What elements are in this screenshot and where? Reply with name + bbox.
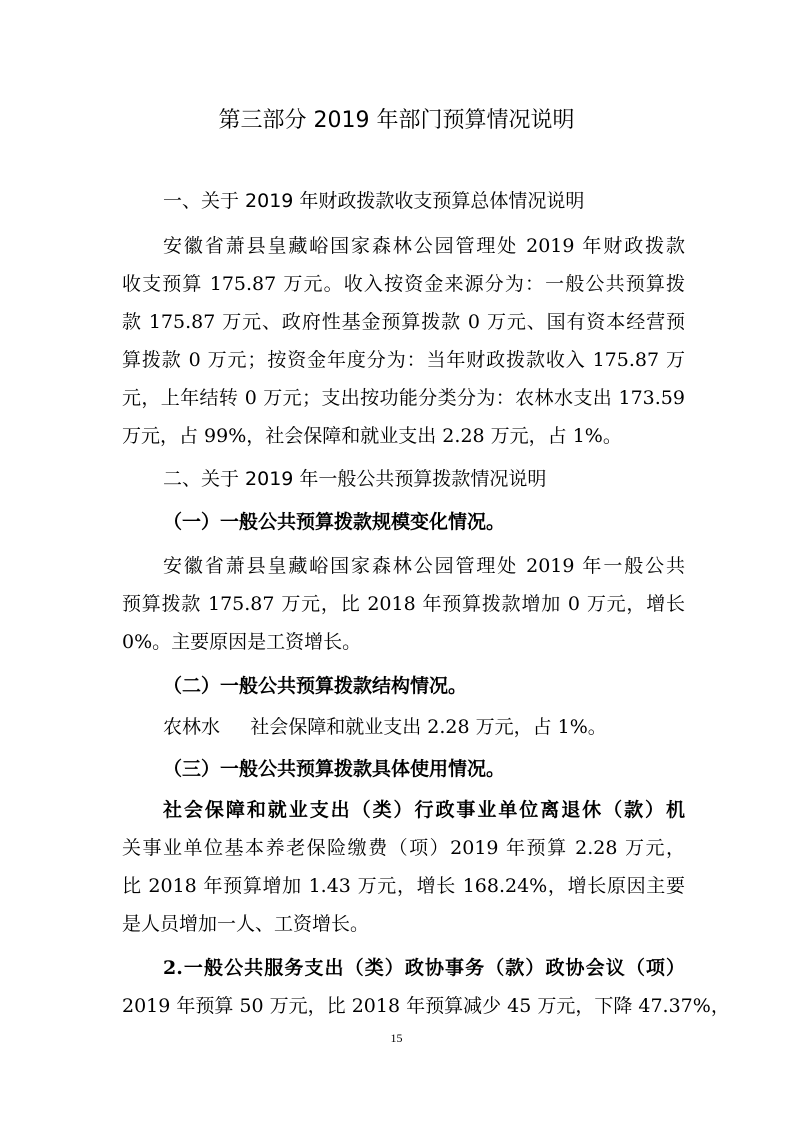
- paragraph-line: 是人员增加一人、工资增长。: [122, 913, 370, 935]
- paragraph-line: 0%。主要原因是工资增长。: [122, 631, 362, 653]
- subsection-heading-1: （一）一般公共预算拨款规模变化情况。: [163, 511, 506, 533]
- paragraph-line: 预算拨款 175.87 万元，比 2018 年预算拨款增加 0 万元，增长: [122, 593, 685, 615]
- paragraph-line: 安徽省萧县皇藏峪国家森林公园管理处 2019 年财政拨款: [163, 235, 685, 257]
- paragraph-line: 款 175.87 万元、政府性基金预算拨款 0 万元、国有资本经营预: [122, 311, 685, 333]
- paragraph-line: 算拨款 0 万元；按资金年度分为：当年财政拨款收入 175.87 万: [122, 349, 685, 371]
- paragraph-line: 关事业单位基本养老保险缴费（项）2019 年预算 2.28 万元，: [122, 837, 685, 859]
- section-heading-2: 二、关于 2019 年一般公共预算拨款情况说明: [163, 468, 547, 490]
- paragraph-line: 元，上年结转 0 万元；支出按功能分类分为：农林水支出 173.59: [122, 387, 685, 409]
- subsection-heading-2: （二）一般公共预算拨款结构情况。: [163, 675, 468, 697]
- page-number: 15: [390, 1031, 403, 1045]
- paragraph-line-bold: 社会保障和就业支出（类）行政事业单位离退休（款）机: [163, 799, 685, 821]
- section-heading-1: 一、关于 2019 年财政拨款收支预算总体情况说明: [163, 190, 585, 212]
- paragraph-line: 农林水 社会保障和就业支出 2.28 万元，占 1%。: [163, 716, 607, 738]
- page-title: 第三部分 2019 年部门预算情况说明: [218, 108, 575, 133]
- paragraph-line: 收支预算 175.87 万元。收入按资金来源分为：一般公共预算拨: [122, 273, 685, 295]
- subsection-heading-3: （三）一般公共预算拨款具体使用情况。: [163, 758, 506, 780]
- paragraph-line: 万元，占 99%，社会保障和就业支出 2.28 万元，占 1%。: [122, 425, 622, 447]
- paragraph-line-bold: 2.一般公共服务支出（类）政协事务（款）政协会议（项）: [163, 957, 685, 979]
- paragraph-line: 2019 年预算 50 万元，比 2018 年预算减少 45 万元，下降 47.37%，: [122, 995, 730, 1017]
- paragraph-line: 比 2018 年预算增加 1.43 万元，增长 168.24%，增长原因主要: [122, 875, 685, 897]
- paragraph-line: 安徽省萧县皇藏峪国家森林公园管理处 2019 年一般公共: [163, 555, 685, 577]
